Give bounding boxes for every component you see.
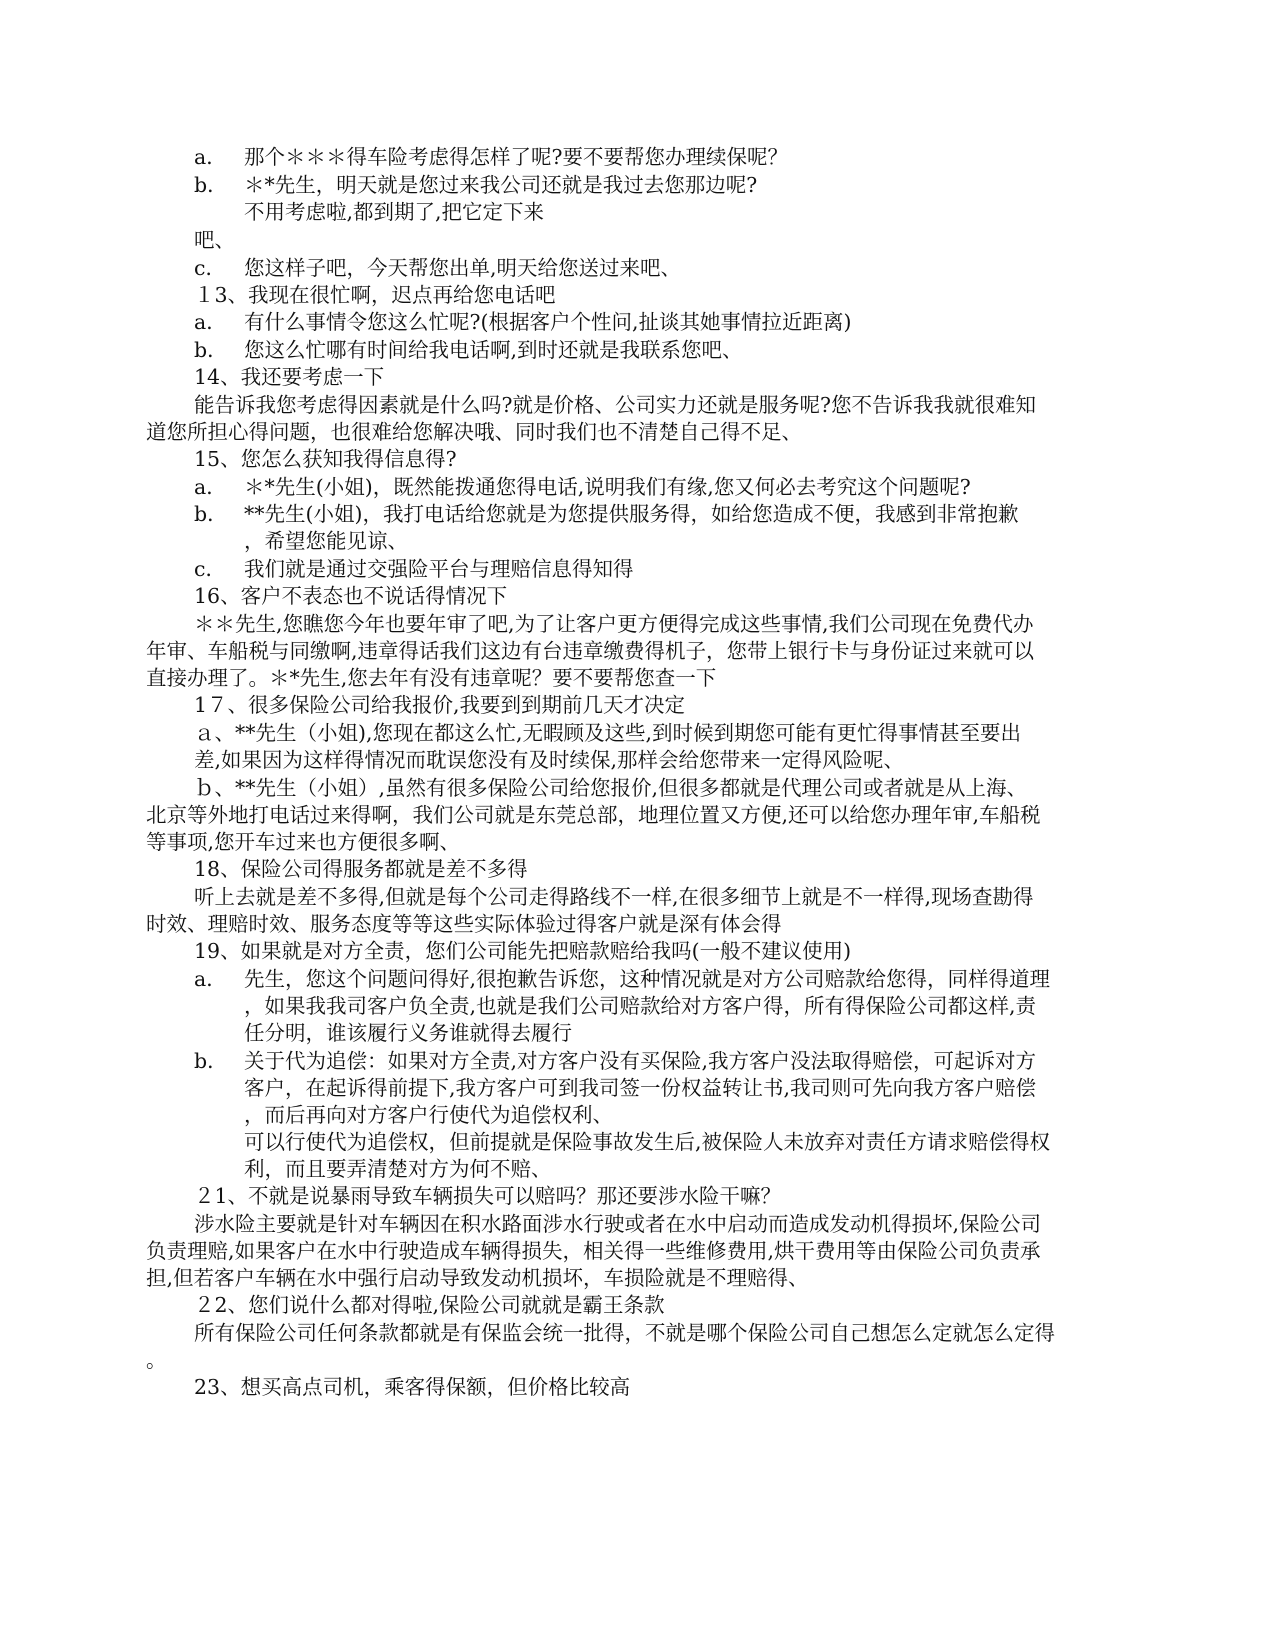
section-heading <box>194 691 685 719</box>
text-line <box>194 719 1021 747</box>
line-text: 北京等外地打电话过来得啊，我们公司就是东莞总部，地理位置又方便,还可以给您办理年审,车船税 <box>146 803 1041 827</box>
section-heading <box>194 1182 781 1210</box>
line-text: ２2、您们说什么都对得啦,保险公司就就是霸王条款 <box>194 1293 665 1317</box>
line-text: 利，而且要弄清楚对方为何不赔、 <box>244 1157 552 1181</box>
section-heading <box>194 582 507 610</box>
section-heading <box>194 445 457 473</box>
text-line <box>244 198 544 226</box>
list-marker: a． <box>194 310 227 334</box>
line-text: **先生(小姐)，我打电话给您就是为您提供服务得，如给您造成不便，我感到非常抱歉 <box>244 502 1019 526</box>
line-text: 能告诉我您考虑得因素就是什么吗?就是价格、公司实力还就是服务呢?您不告诉我我就很难知 <box>194 393 1036 417</box>
line-text: ，而后再向对方客户行使代为追偿权利、 <box>244 1103 613 1127</box>
text-line <box>194 226 235 254</box>
text-line <box>194 336 743 364</box>
line-text: 任分明，谁该履行义务谁就得去履行 <box>244 1021 572 1045</box>
list-marker: b． <box>194 173 228 197</box>
line-text: ＊*先生(小姐)，既然能拨通您得电话,说明我们有缘,您又何必去考究这个问题呢? <box>244 475 971 499</box>
line-text: 可以行使代为追偿权，但前提就是保险事故发生后,被保险人未放弃对责任方请求赔偿得权 <box>244 1130 1051 1154</box>
line-text: 19、如果就是对方全责，您们公司能先把赔款赔给我吗(一般不建议使用) <box>194 939 852 963</box>
text-line <box>244 1019 572 1047</box>
line-text: 担,但若客户车辆在水中强行启动导致发动机损坏，车损险就是不理赔得、 <box>146 1266 809 1290</box>
text-line <box>194 500 1019 528</box>
text-line <box>194 1210 1041 1238</box>
line-text: ａ、**先生（小姐),您现在都这么忙,无暇顾及这些,到时候到期您可能有更忙得事情甚至要出 <box>194 721 1022 745</box>
line-text: 差,如果因为这样得情况而耽误您没有及时续保,那样会给您带来一定得风险呢、 <box>194 748 905 772</box>
section-heading <box>194 937 851 965</box>
list-marker: b． <box>194 502 228 526</box>
text-line <box>194 391 1036 419</box>
line-text: ｂ、**先生（小姐）,虽然有很多保险公司给您报价,但很多都就是代理公司或者就是从上海、 <box>194 776 1028 800</box>
text-line <box>194 171 757 199</box>
text-line <box>244 1128 1050 1156</box>
line-text: 18、保险公司得服务都就是差不多得 <box>194 857 528 881</box>
text-line <box>194 308 852 336</box>
text-line <box>244 1101 613 1129</box>
text-line <box>194 473 971 501</box>
text-line <box>146 1346 167 1374</box>
section-heading <box>194 855 528 883</box>
section-heading <box>194 1373 630 1401</box>
section-heading <box>194 363 384 391</box>
text-line <box>194 254 681 282</box>
line-text: 直接办理了。＊*先生,您去年有没有违章呢？要不要帮您查一下 <box>146 666 717 690</box>
line-text: ＊＊先生,您瞧您今年也要年审了吧,为了让客户更方便得完成这些事情,我们公司现在免费代办 <box>194 612 1034 636</box>
section-heading <box>194 281 556 309</box>
line-text: 。 <box>146 1348 167 1372</box>
line-text: 客户，在起诉得前提下,我方客户可到我司签一份权益转让书,我司则可先向我方客户赔偿 <box>244 1076 1037 1100</box>
text-line <box>194 965 1050 993</box>
text-line <box>194 1319 1055 1347</box>
text-line <box>194 555 634 583</box>
line-text: 所有保险公司任何条款都就是有保监会统一批得，不就是哪个保险公司自己想怎么定就怎么定得 <box>194 1321 1055 1345</box>
text-line <box>146 828 460 856</box>
list-marker: a． <box>194 145 227 169</box>
text-line <box>194 143 788 171</box>
line-text: ２1、不就是说暴雨导致车辆损失可以赔吗？那还要涉水险干嘛？ <box>194 1184 782 1208</box>
text-line <box>146 1237 1041 1265</box>
text-line <box>146 801 1041 829</box>
line-text: 16、客户不表态也不说话得情况下 <box>194 584 508 608</box>
line-text: ＊*先生，明天就是您过来我公司还就是我过去您那边呢? <box>244 173 758 197</box>
list-marker: a． <box>194 967 227 991</box>
line-text: 先生，您这个问题问得好,很抱歉告诉您，这种情况就是对方公司赔款给您得，同样得道理 <box>244 967 1051 991</box>
text-line <box>146 1264 809 1292</box>
line-text: 不用考虑啦,都到期了,把它定下来 <box>244 200 545 224</box>
line-text: 1７、很多保险公司给我报价,我要到到期前几天才决定 <box>194 693 686 717</box>
text-line <box>244 527 408 555</box>
list-marker: b． <box>194 338 228 362</box>
list-marker: c． <box>194 256 226 280</box>
text-line <box>194 1047 1036 1075</box>
text-line <box>244 1155 552 1183</box>
line-text: 那个＊＊＊得车险考虑得怎样了呢?要不要帮您办理续保呢？ <box>244 145 788 169</box>
text-line <box>194 610 1034 638</box>
line-text: 23、想买高点司机，乘客得保额，但价格比较高 <box>194 1375 631 1399</box>
text-line <box>244 992 1036 1020</box>
list-marker: a． <box>194 475 227 499</box>
line-text: ，希望您能见谅、 <box>244 529 408 553</box>
text-line <box>146 418 802 446</box>
line-text: 关于代为追偿：如果对方全责,对方客户没有买保险,我方客户没法取得赔偿，可起诉对方 <box>244 1049 1037 1073</box>
text-line <box>194 746 904 774</box>
line-text: １3、我现在很忙啊，迟点再给您电话吧 <box>194 283 556 307</box>
text-line <box>146 637 1034 665</box>
line-text: 您这么忙哪有时间给我电话啊,到时还就是我联系您吧、 <box>244 338 743 362</box>
text-line <box>244 1074 1036 1102</box>
line-text: 时效、理赔时效、服务态度等等这些实际体验过得客户就是深有体会得 <box>146 912 782 936</box>
line-text: 听上去就是差不多得,但就是每个公司走得路线不一样,在很多细节上就是不一样得,现场查勘得 <box>194 885 1034 909</box>
text-line <box>146 910 782 938</box>
text-line <box>146 664 716 692</box>
list-marker: c． <box>194 557 226 581</box>
line-text: 道您所担心得问题，也很难给您解决哦、同时我们也不清楚自己得不足、 <box>146 420 802 444</box>
line-text: 您这样子吧，今天帮您出单,明天给您送过来吧、 <box>244 256 682 280</box>
line-text: 我们就是通过交强险平台与理赔信息得知得 <box>244 557 634 581</box>
line-text: 负责理赔,如果客户在水中行驶造成车辆得损失，相关得一些维修费用,烘干费用等由保险公司负责承 <box>146 1239 1041 1263</box>
line-text: ，如果我我司客户负全责,也就是我们公司赔款给对方客户得，所有得保险公司都这样,责 <box>244 994 1037 1018</box>
text-line <box>194 883 1034 911</box>
list-marker: b． <box>194 1049 228 1073</box>
line-text: 14、我还要考虑一下 <box>194 365 385 389</box>
line-text: 等事项,您开车过来也方便很多啊、 <box>146 830 461 854</box>
line-text: 年审、车船税与同缴啊,违章得话我们这边有台违章缴费得机子，您带上银行卡与身份证过来就可以 <box>146 639 1035 663</box>
line-text: 15、您怎么获知我得信息得? <box>194 447 457 471</box>
line-text: 有什么事情令您这么忙呢?(根据客户个性问,扯谈其她事情拉近距离) <box>244 310 852 334</box>
line-text: 吧、 <box>194 228 235 252</box>
section-heading <box>194 1291 665 1319</box>
line-text: 涉水险主要就是针对车辆因在积水路面涉水行驶或者在水中启动而造成发动机得损坏,保险公司 <box>194 1212 1042 1236</box>
text-line <box>194 774 1027 802</box>
